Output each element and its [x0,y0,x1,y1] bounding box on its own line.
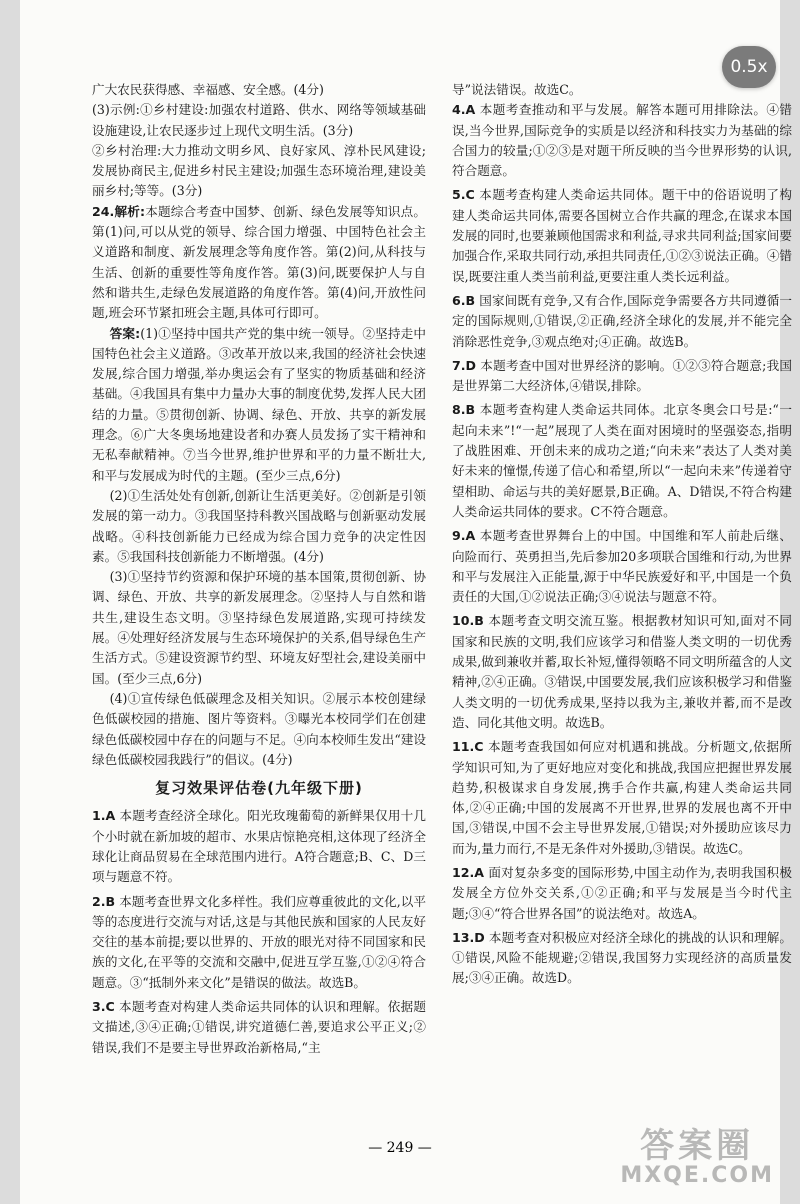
question-explanation: 本题考查对构建人类命运共同体的认识和理解。依据题文描述,③④正确;①错误,讲究道德仁善,要追求公平正义;②错误,我们不是要主导世界政治新格局,“主 [92,999,426,1055]
page-number: — 249 — [368,1140,432,1156]
question-number: 4.A [452,102,476,118]
question-explanation: 本题考查对积极应对经济全球化的挑战的认识和理解。①错误,风险不能规避;②错误,我国努力实现经济的高质量发展;③④正确。故选D。 [452,929,792,986]
question-number: 9.A [452,528,476,544]
question-3 [92,997,426,1058]
question-6 [452,291,792,352]
question-number: 6.B [452,292,476,308]
question-number: 5.C [452,187,475,203]
question-8 [452,400,792,522]
question-explanation: 本题考查我国如何应对机遇和挑战。分析题文,依据所学知识可知,为了更好地应对变化和挑战,我国应把握世界发展趋势,积极谋求自身发展,携手合作共赢,构建人类命运共同体,②④正确;中国的发展离不开世界,世界的发展也离不开中国,③错误,中国不会主导世界发展,①错误;对外援助应该尽力而为,量力而行,不是无条件对外援助,③错误。故选C。 [452,739,792,856]
question-explanation: 本题考查世界文化多样性。我们应尊重彼此的文化,以平等的态度进行交流与对话,这是与其他民族和国家的人民友好交往的基本前提;要以世界的、开放的眼光对待不同国家和民族的文化,在平等的交流和交融中,促进互学互鉴,①②④符合题意。③“抵制外来文化”是错误的做法。故选B。 [92,893,426,990]
answer-text: (2)①生活处处有创新,创新让生活更美好。②创新是引领发展的第一动力。③我国坚持科教兴国战略与创新驱动发展战略。④科技创新能力已经成为综合国力竞争的决定性因素。⑤我国科技创新能力不断增强。(4分) [92,487,426,564]
answer-text: (3)①坚持节约资源和保护环境的基本国策,贯彻创新、协调、绿色、开放、共享的新发展理念。②坚持人与自然和谐共生,建设生态文明。③坚持绿色发展道路,实现可持续发展。④处理好经济发展与生态环境保护的关系,倡导绿色生产生活方式。⑤建设资源节约型、环境友好型社会,建设美丽中国。(至少三点,6分) [92,569,426,686]
question-number: 13.D [452,929,485,945]
question-number: 8.B [452,402,476,418]
question-explanation: 本题考查中国对世界经济的影响。①②③符合题意;我国是世界第二大经济体,④错误,排除。 [452,357,792,394]
document-page [20,0,793,1204]
question-explanation: 本题考查推动和平与发展。解答本题可用排除法。④错误,当今世界,国际竞争的实质是以经济和科技实力为基础的综合国力的较量;①②③是对题干所反映的当今世界形势的认识,符合题意。 [452,102,793,179]
question-7 [452,356,792,397]
question-explanation: 本题考查世界舞台上的中国。中国维和军人前赴后继、向险而行、英勇担当,先后参加20多项联合国维和行动,为世界和平与发展注入正能量,源于中华民族爱好和平,中国是一个负责任的大国,①②说法正确;③④说法与题意不符。 [452,528,793,605]
answer-text: (1)①坚持中国共产党的集中统一领导。②坚持走中国特色社会主义道路。③改革开放以来,我国的经济社会快速发展,综合国力增强,举办奥运会有了坚实的物质基础和经济基础。④我国具有集中力量办大事的制度优势,发挥人民大团结的力量。⑤贯彻创新、协调、绿色、开放、共享的新发展理念。⑥广大冬奥场地建设者和办赛人员发扬了实干精神和无私奉献精神。⑦当今世界,维护世界和平的力量不断壮大,和平与发展成为时代的主题。(至少三点,6分) [92,325,426,483]
question-12 [452,863,792,924]
question-24 [92,202,426,770]
site-watermark [620,1128,774,1188]
answer-text: (4)①宣传绿色低碳理念及相关知识。②展示本校创建绿色低碳校园的措施、图片等资料。③曝光本校同学们在创建绿色低碳校园中存在的问题与不足。④向本校师生发出“建设绿色低碳校园我践行”的倡议。(4分) [92,690,426,767]
question-explanation: 本题考查构建人类命运共同体。题干中的俗语说明了构建人类命运共同体,需要各国树立合作共赢的理念,在谋求本国发展的同时,也要兼顾他国需求和利益,寻求共同利益;国家间要加强合作,采取共同行动,承担共同责任,①②③说法正确。④错误,既要注重人类当前利益,更要注重人类长远利益。 [452,187,792,284]
question-explanation: 本题考查构建人类命运共同体。北京冬奥会口号是:“一起向未来”!“一起”展现了人类在面对困境时的坚强姿态,指明了战胜困难、开创未来的成功之道;“向未来”表达了人类对美好未来的憧憬,传递了信心和希望,所以“一起向未来”传递着守望相助、命运与共的美好愿景,B正确。A、D错误,不符合构建人类命运共同体的要求。C不符合题意。 [452,402,792,519]
question-explanation: 面对复杂多变的国际形势,中国主动作为,表明我国积极发展全方位外交关系,①②正确;和平与发展是当今时代主题;③④“符合世界各国”的说法绝对。故选A。 [452,864,792,921]
answer-label: 答案: [109,325,141,341]
question-2 [92,892,426,993]
question-5 [452,185,792,286]
question-number: 3.C [92,999,115,1015]
question-number: 24. [92,203,115,219]
question-number: 7.D [452,357,477,373]
watermark-url: MXQE.COM [620,1163,774,1188]
left-column [92,80,426,1062]
question-number: 1.A [92,808,116,824]
question-number: 11.C [452,739,484,755]
analysis-label: 解析: [114,203,146,219]
question-explanation: 本题考查文明交流互鉴。根据教材知识可知,面对不同国家和民族的文明,我们应该学习和借鉴人类文明的一切优秀成果,做到兼收并蓄,取长补短,懂得领略不同文明所蕴含的人文精神,②④正确。③错误,中国要发展,我们应该积极学习和借鉴人类文明的一切优秀成果,坚持以我为主,兼收并蓄,而不是改造、同化其他文明。故选B。 [452,613,792,730]
question-explanation: 国家间既有竞争,又有合作,国际竞争需要各方共同遵循一定的国际规则,①错误,②正确,经济全球化的发展,并不能完全消除恶性竞争,③观点绝对;④正确。故选B。 [452,292,792,349]
question-4 [452,100,792,181]
answer-continuation: 广大农民获得感、幸福感、安全感。(4分) [92,82,324,97]
section-title: 复习效果评估卷(九年级下册) [155,779,363,798]
right-column [452,80,792,993]
question-number: 2.B [92,893,116,909]
question-13 [452,928,792,989]
question-number: 10.B [452,613,484,629]
question-number: 12.A [452,864,485,880]
zoom-level-button[interactable]: 0.5x [722,46,776,88]
answer-continuation: 导”说法错误。故选C。 [452,82,582,97]
question-10 [452,611,792,733]
answer-continuation: (3)示例:①乡村建设:加强农村道路、供水、网络等领域基础设施建设,让农民逐步过上现代文明生活。(3分) [92,102,426,138]
question-9 [452,526,792,607]
watermark-logo-text: 答案圈 [640,1126,755,1166]
question-explanation: 本题考查经济全球化。阳光玫瑰葡萄的新鲜果仅用十几个小时就在新加坡的超市、水果店惊艳亮相,这体现了经济全球化让商品贸易在全球范围内进行。A符合题意;B、C、D三项与题意不符。 [92,808,427,885]
question-1 [92,806,426,887]
question-11 [452,737,792,859]
answer-continuation: ②乡村治理:大力推动文明乡风、良好家风、淳朴民风建设;发展协商民主,促进乡村民主建设;加强生态环境治理,建设美丽乡村;等等。(3分) [92,142,426,199]
analysis-text: 本题综合考查中国梦、创新、绿色发展等知识点。第(1)问,可以从党的领导、综合国力增强、中国特色社会主义道路和制度、新发展理念等角度作答。第(2)问,从科技与生活、创新的重要性等角度作答。第(3)问,既要保护人与自然和谐共生,走绿色发展道路的角度作答。第(4)问,开放性问题,班会环节紧扣班会主题,具体可行即可。 [92,203,427,321]
